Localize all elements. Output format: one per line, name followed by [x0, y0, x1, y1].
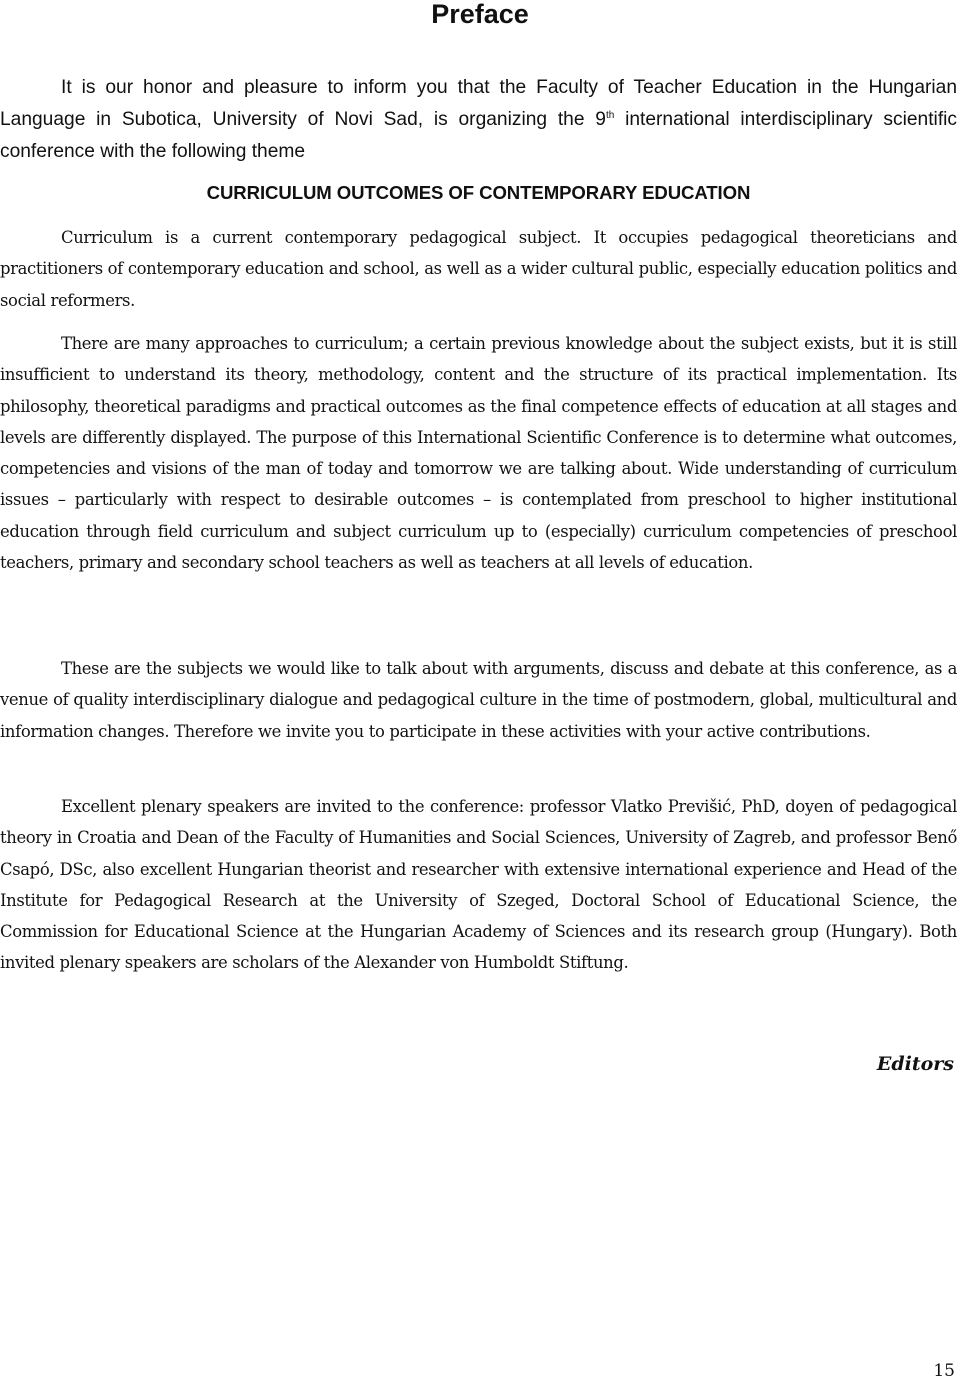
page-title: Preface — [431, 0, 529, 29]
intro-text-start: It is our honor and pleasure to inform you that the Faculty of Teacher Education in the Hungarian Language in Subotica, University of Novi Sad, is organizing the 9 — [0, 77, 957, 130]
paragraph-plenary-speakers: Excellent plenary speakers are invited to the conference: professor Vlatko Previšić, PhD, doyen of pedagogical theory in Croatia and Dean of the Faculty of Humanities and Social Sciences, University of Zagreb, and professor Benő Csapó, DSc, also excellent Hungarian theorist and researcher with extensive international experience and Head of the Institute for Pedagogical Research at the University of Szeged, Doctoral School of Educational Science, the Commission for Educational Science at the Hungarian Academy of Sciences and its research group (Hungary). Both invited plenary speakers are scholars of the Alexander von Humboldt Stiftung. — [0, 797, 957, 973]
paragraph-subjects: These are the subjects we would like to talk about with arguments, discuss and debate at this conference, as a venue of quality interdisciplinary dialogue and pedagogical culture in the time of postmodern, global, multicultural and information changes. Therefore we invite you to participate in these activities with your active contributions. — [0, 659, 957, 741]
paragraph-curriculum: Curriculum is a current contemporary pedagogical subject. It occupies pedagogical theoreticians and practitioners of contemporary education and school, as well as a wider cultural public, especially education politics and social reformers. — [0, 228, 957, 310]
page-number: 15 — [933, 1361, 955, 1381]
paragraph-approaches: There are many approaches to curriculum; a certain previous knowledge about the subject exists, but it is still insufficient to understand its theory, methodology, content and the structure of its practical implementation. Its philosophy, theoretical paradigms and practical outcomes as the final competence effects of education at all stages and levels are differently displayed. The purpose of this International Scientific Conference is to determine what outcomes, competencies and visions of the man of today and tomorrow we are talking about. Wide understanding of curriculum issues – particularly with respect to desirable outcomes – is contemplated from preschool to higher institutional education through field curriculum and subject curriculum up to (especially) curriculum competencies of preschool teachers, primary and secondary school teachers as well as teachers at all levels of education. — [0, 334, 957, 573]
intro-text-end: international interdisciplinary scientific conference with the following theme — [0, 109, 958, 162]
conference-theme: CURRICULUM OUTCOMES OF CONTEMPORARY EDUCATION — [206, 182, 751, 203]
intro-paragraph — [0, 72, 957, 168]
ordinal-suffix: th — [605, 110, 615, 121]
editors-signature: Editors — [876, 1053, 954, 1075]
